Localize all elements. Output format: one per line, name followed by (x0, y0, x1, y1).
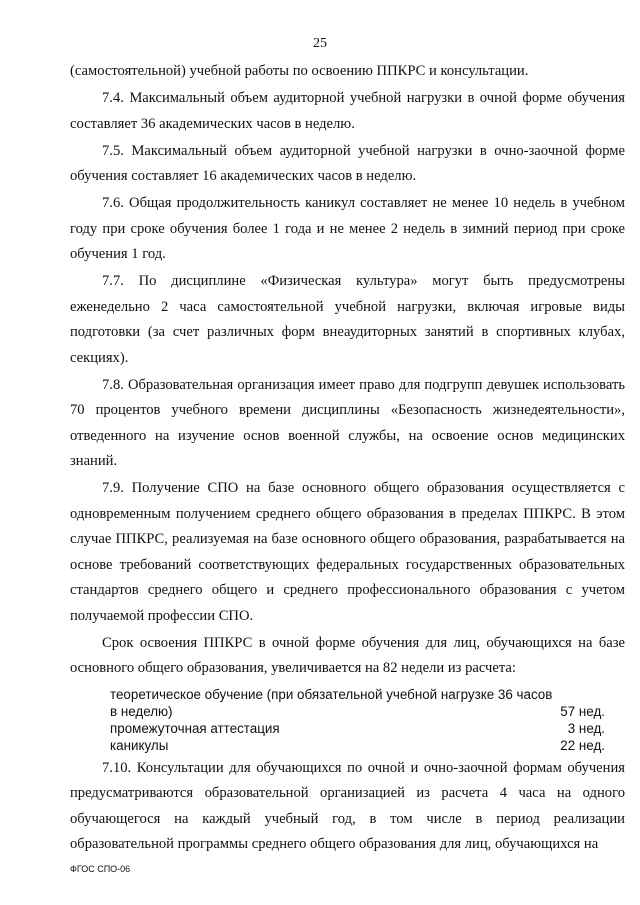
paragraph-7-6: 7.6. Общая продолжительность каникул составляет не менее 10 недель в учебном году при сроке обучения более 1 года и не менее 2 недель в зимний период при сроке обучения 1 год. (70, 195, 625, 262)
calculation-row (110, 737, 605, 754)
paragraph-7-7: 7.7. По дисциплине «Физическая культура» могут быть предусмотрены еженедельно 2 часа самостоятельной учебной нагрузки, включая игровые виды подготовки (за счет различных форм внеаудиторных занятий в спортивных клубах, секциях). (70, 273, 625, 366)
paragraph-7-10: 7.10. Консультации для обучающихся по очной и очно-заочной формам обучения предусматриваются образовательной организацией из расчета 4 часа на одного обучающегося на каждый учебный год, в том числе в период реализации образовательной программы среднего общего образования для лиц, обучающихся на (70, 759, 625, 852)
paragraph-7-8: 7.8. Образовательная организация имеет право для подгрупп девушек использовать 70 процентов учебного времени дисциплины «Безопасность жизнедеятельности», отведенного на изучение основ военной службы, на освоение основ медицинских знаний. (70, 376, 625, 469)
calculation-label: промежуточная аттестация (110, 720, 280, 736)
calculation-row (110, 686, 605, 720)
document-body (70, 59, 625, 859)
calculation-label: каникулы (110, 737, 169, 753)
paragraph-continuation: (самостоятельной) учебной работы по освоению ППКРС и консультации. (70, 63, 529, 79)
page-number: 25 (313, 36, 327, 51)
calculation-list (70, 686, 625, 754)
calculation-value: 57 нед. (560, 703, 605, 719)
calculation-label: теоретическое обучение (при обязательной учебной нагрузке 36 часов в неделю) (110, 686, 553, 719)
paragraph-7-5: 7.5. Максимальный объем аудиторной учебной нагрузки в очно-заочной форме обучения составляет 16 академических часов в неделю. (70, 142, 625, 184)
calculation-value: 22 нед. (560, 737, 605, 753)
paragraph-7-9: 7.9. Получение СПО на базе основного общего образования осуществляется с одновременным получением среднего общего образования в пределах ППКРС. В этом случае ППКРС, реализуемая на базе основного общего образования, разрабатывается на основе требований соответствующих федеральных государственных образовательных стандартов среднего общего и среднего профессионального образования с учетом получаемой профессии СПО. (70, 480, 625, 624)
paragraph-term: Срок освоения ППКРС в очной форме обучения для лиц, обучающихся на базе основного общего образования, увеличивается на 82 недели из расчета: (70, 634, 625, 676)
paragraph-7-4: 7.4. Максимальный объем аудиторной учебной нагрузки в очной форме обучения составляет 36 академических часов в неделю. (70, 90, 625, 132)
calculation-row (110, 720, 605, 737)
calculation-value: 3 нед. (567, 720, 605, 736)
footer-label: ФГОС СПО-06 (70, 864, 131, 874)
